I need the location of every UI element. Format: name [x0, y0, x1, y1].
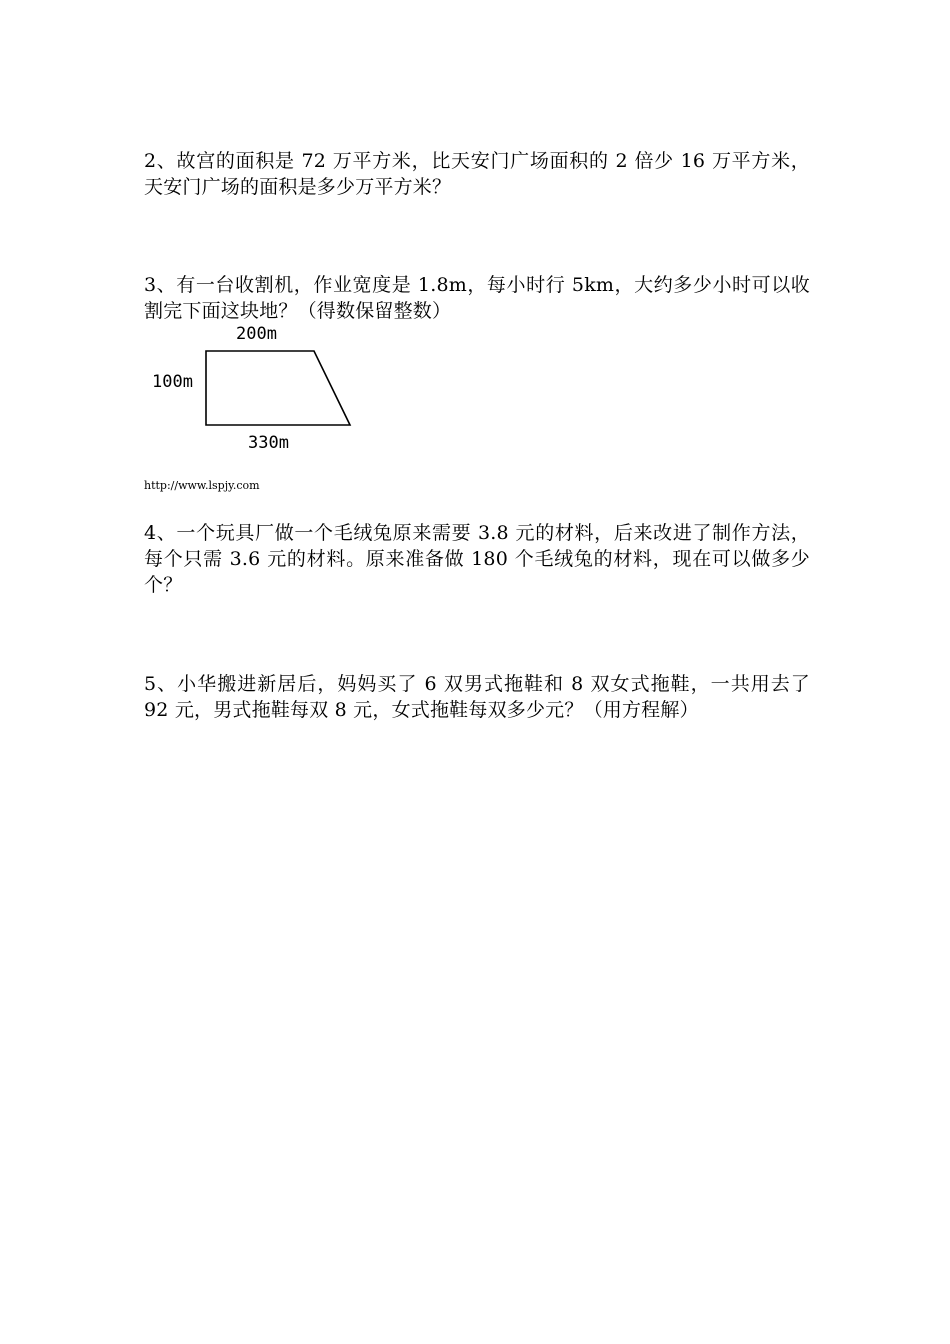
- watermark-url: http://www.lspjy.com: [144, 479, 260, 492]
- question-2: 2、故宫的面积是 72 万平方米，比天安门广场面积的 2 倍少 16 万平方米，天安门广场的面积是多少万平方米？: [144, 150, 810, 198]
- question-5: 5、小华搬进新居后，妈妈买了 6 双男式拖鞋和 8 双女式拖鞋，一共用去了 92 元，男式拖鞋每双 8 元，女式拖鞋每双多少元？（用方程解）: [144, 673, 810, 721]
- trapezoid-bottom-label: 330m: [248, 433, 289, 453]
- trapezoid-height-label: 100m: [152, 372, 193, 392]
- question-4: 4、一个玩具厂做一个毛绒兔原来需要 3.8 元的材料，后来改进了制作方法，每个只需 3.6 元的材料。原来准备做 180 个毛绒兔的材料，现在可以做多少个？: [144, 522, 810, 596]
- question-3: 3、有一台收割机，作业宽度是 1.8m，每小时行 5km，大约多少小时可以收割完下面这块地？（得数保留整数）: [144, 274, 810, 322]
- trapezoid-top-label: 200m: [236, 324, 277, 344]
- trapezoid-figure: [150, 322, 370, 462]
